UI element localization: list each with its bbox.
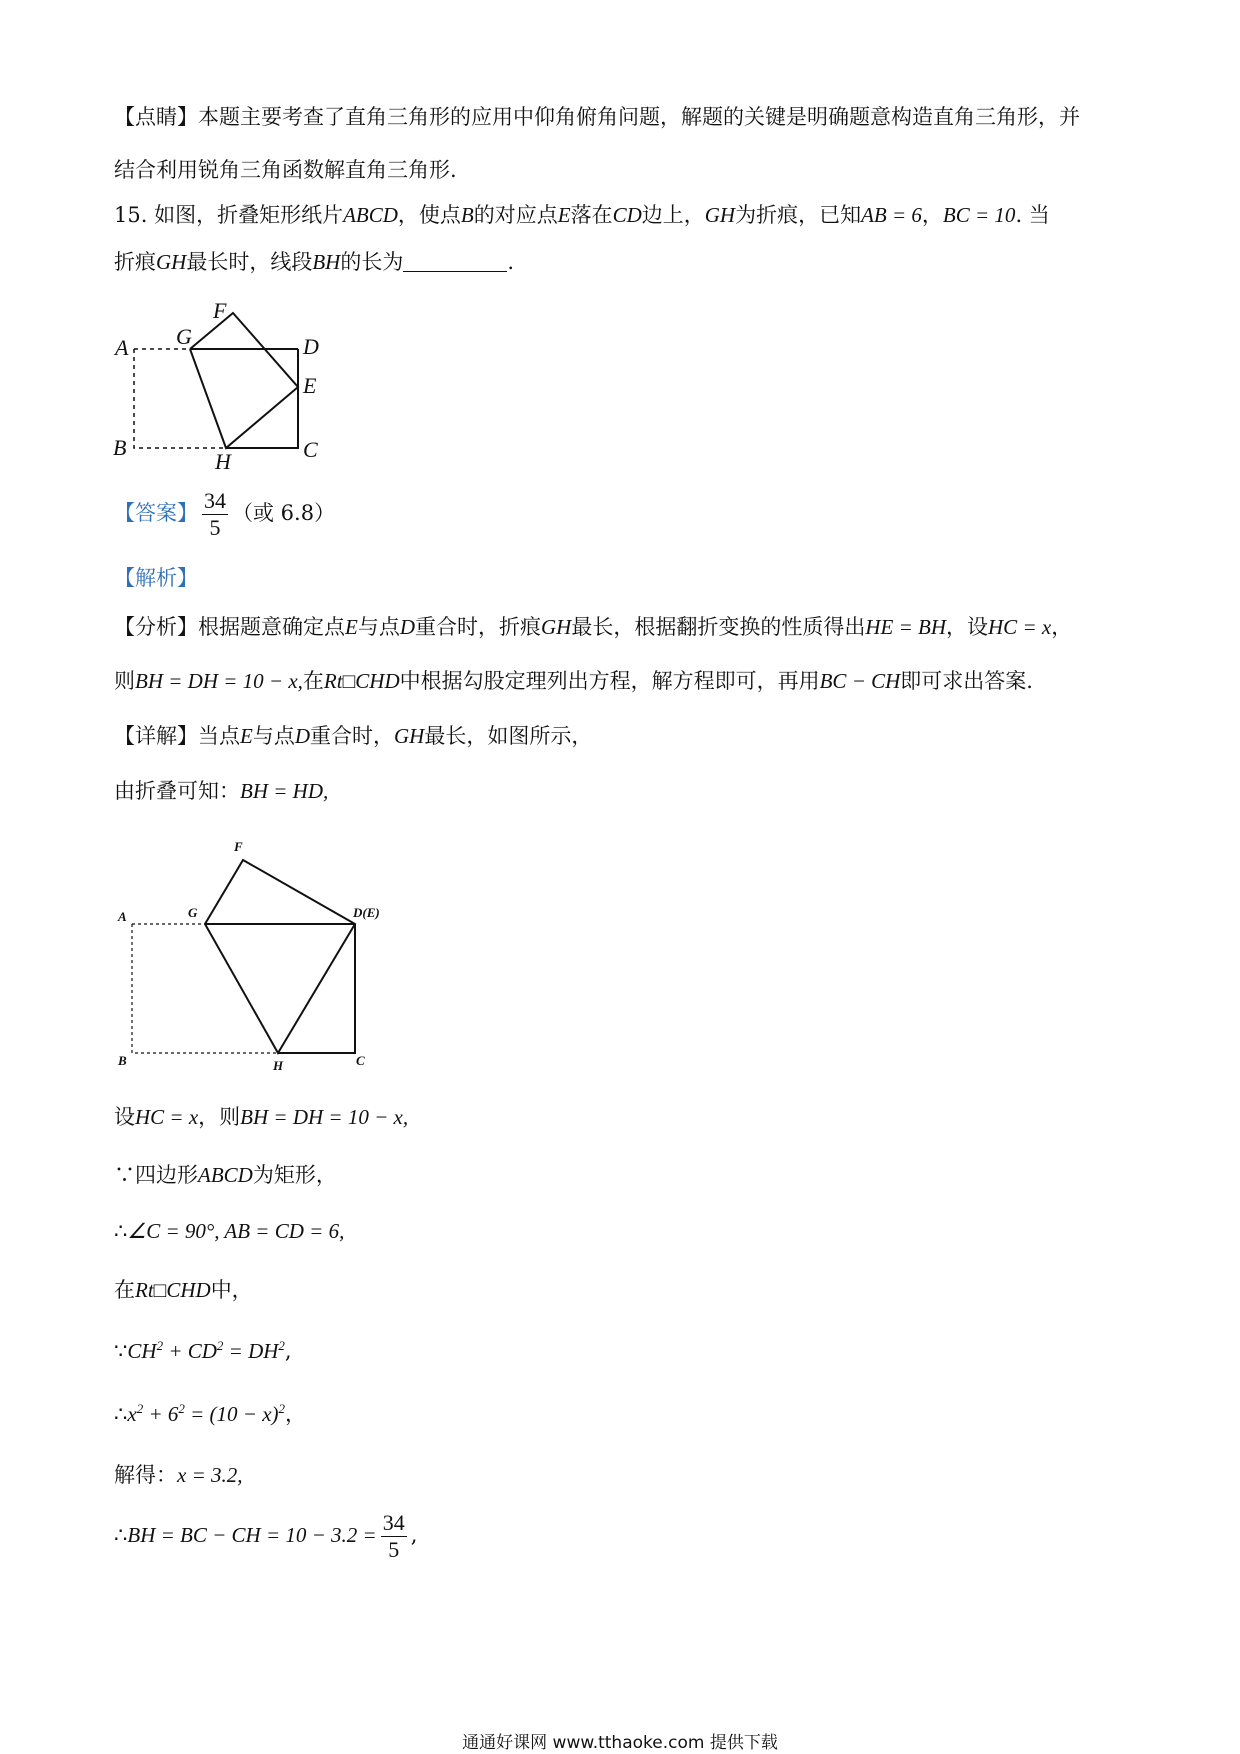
fig2-dotted-edge <box>132 924 278 1053</box>
question-text: . 当 <box>1015 203 1050 227</box>
fenxi-text: 根据题意确定点 <box>198 615 345 639</box>
math-bh-dh: BH = DH = 10 − x, <box>135 669 303 693</box>
fig1-label-b: B <box>113 435 127 460</box>
answer-numerator: 34 <box>204 488 226 513</box>
math-x-value: x = 3.2, <box>177 1463 243 1487</box>
math-rt-chd: Rt□CHD <box>323 669 400 693</box>
fenxi-tag: 【分析】 <box>114 615 198 639</box>
fenxi-text: 最长，根据翻折变换的性质得出 <box>571 615 866 639</box>
step-text: 设 <box>114 1105 135 1129</box>
fig2-label-a: A <box>118 909 127 924</box>
math-term: = (10 − x) <box>190 1402 279 1426</box>
math-sup: 2 <box>278 1401 286 1416</box>
question-text: 落在 <box>570 203 613 227</box>
math-gh: GH <box>541 615 572 639</box>
step-1 <box>114 1102 408 1132</box>
fenxi-text: 在 <box>302 669 324 693</box>
fenxi-text: 中根据勾股定理列出方程，解方程即可，再用 <box>399 669 820 693</box>
result-denominator: 5 <box>388 1537 400 1562</box>
step-text: 中， <box>210 1278 253 1302</box>
fig1-label-g: G <box>176 324 192 349</box>
step-text: ，则 <box>198 1105 241 1129</box>
fig1-label-f: F <box>213 298 227 323</box>
math-b: B <box>460 203 474 227</box>
math-e: E <box>240 724 253 748</box>
result-numerator: 34 <box>382 1510 405 1535</box>
math-rt-chd: Rt□CHD <box>135 1278 211 1302</box>
step-3 <box>114 1216 344 1246</box>
question-text: 最长时，线段 <box>186 250 313 274</box>
xiangjie-text: 与点 <box>252 724 295 748</box>
fenxi-text: ，设 <box>946 615 989 639</box>
step-5 <box>114 1331 292 1366</box>
dianjing-text-2: 结合利用锐角三角函数解直角三角形. <box>114 158 457 182</box>
fig2-label-de: D(E) <box>353 905 380 920</box>
math-hc-x: HC = x <box>135 1105 199 1129</box>
dianjing-text-1: 本题主要考查了直角三角形的应用中仰角俯角问题，解题的关键是明确题意构造直角三角形，并 <box>198 105 1080 129</box>
xiangjie-text: 重合时， <box>310 724 394 748</box>
question-text: 的对应点 <box>473 203 558 227</box>
question-text: 15. 如图，折叠矩形纸片 <box>114 203 344 227</box>
xiangjie-text: 最长，如图所示， <box>424 724 593 748</box>
math-cd: CD <box>612 203 642 227</box>
fig2-folded-part <box>205 860 355 1053</box>
fig1-label-e: E <box>303 373 317 398</box>
step-text: ∵四边形 <box>114 1163 198 1187</box>
fenxi-text: 则 <box>114 669 135 693</box>
math-term: CH <box>127 1339 157 1363</box>
step-text: ∵ <box>114 1339 128 1363</box>
jiexi-tag: 【解析】 <box>114 566 198 590</box>
fenxi-text: 重合时，折痕 <box>415 615 541 639</box>
math-bh-hd: BH = HD, <box>240 779 329 803</box>
fenxi-text: ， <box>1051 615 1073 639</box>
step-8 <box>114 1510 417 1563</box>
question-text: 的长为 <box>340 250 404 274</box>
step-text: ∴ <box>114 1402 128 1426</box>
math-e: E <box>557 203 571 227</box>
xiangjie-text: 由折叠可知： <box>114 779 240 803</box>
page-footer: 通通好课网 www.tthaoke.com 提供下载 <box>462 1733 778 1753</box>
fig1-label-a: A <box>115 335 129 360</box>
math-bh-result: BH = BC − CH = 10 − 3.2 = <box>127 1523 377 1547</box>
math-ab-eq: AB = 6 <box>861 203 922 227</box>
math-term: = DH <box>228 1339 279 1363</box>
math-sup: 2 <box>178 1401 185 1416</box>
math-sup: 2 <box>278 1338 285 1353</box>
step-text: ， <box>285 1402 307 1426</box>
math-e: E <box>345 615 358 639</box>
math-pythagoras <box>127 1339 285 1363</box>
step-text: , <box>284 1339 292 1363</box>
fig2-label-f: F <box>234 839 243 854</box>
math-abcd: ABCD <box>343 203 398 227</box>
math-term: + CD <box>168 1339 217 1363</box>
math-d: D <box>294 724 310 748</box>
math-gh: GH <box>156 250 187 274</box>
math-bh-dh: BH = DH = 10 − x, <box>240 1105 409 1129</box>
question-text: 为折痕，已知 <box>735 203 862 227</box>
math-d: D <box>399 615 415 639</box>
step-6 <box>114 1394 306 1429</box>
fenxi-text: 即可求出答案. <box>900 669 1033 693</box>
answer-alt: （或 6.8） <box>232 501 336 525</box>
math-equation <box>127 1402 285 1426</box>
fig2-label-g: G <box>188 905 198 920</box>
question-text: ， <box>921 203 943 227</box>
step-4 <box>114 1275 253 1305</box>
math-hc-x: HC = x <box>988 615 1052 639</box>
step-text: 解得： <box>114 1463 177 1487</box>
math-sup: 2 <box>216 1338 224 1353</box>
xiangjie-text: 当点 <box>198 724 240 748</box>
math-bc-eq: BC = 10 <box>942 203 1016 227</box>
math-sup: 2 <box>136 1401 144 1416</box>
fig1-label-h: H <box>215 449 231 474</box>
question-text: 边上， <box>641 203 705 227</box>
step-text: ∴ <box>114 1523 128 1547</box>
fig2-label-b: B <box>118 1053 127 1068</box>
fig1-label-d: D <box>303 334 319 359</box>
math-gh: GH <box>704 203 736 227</box>
answer-denominator: 5 <box>209 515 221 540</box>
math-abcd: ABCD <box>198 1163 253 1187</box>
math-angle-c: ∠C = 90°, AB = CD = 6, <box>127 1219 345 1243</box>
step-text: 在 <box>114 1278 135 1302</box>
step-7 <box>114 1460 243 1490</box>
step-text: , <box>410 1523 418 1547</box>
fig2-label-c: C <box>356 1053 365 1068</box>
question-text: . <box>507 250 515 274</box>
dianjing-tag: 【点睛】 <box>114 105 198 129</box>
answer-tag: 【答案】 <box>114 501 198 525</box>
fig2-label-h: H <box>273 1058 284 1073</box>
xiangjie-tag: 【详解】 <box>114 724 198 748</box>
math-sup: 2 <box>156 1338 164 1353</box>
math-bh: BH <box>312 250 341 274</box>
math-term: x <box>127 1402 137 1426</box>
step-text: 为矩形， <box>252 1163 337 1187</box>
math-gh: GH <box>394 724 425 748</box>
math-bc-ch: BC − CH <box>819 669 901 693</box>
fenxi-text: 与点 <box>357 615 400 639</box>
math-he-bh: HE = BH <box>865 615 947 639</box>
math-term: + 6 <box>148 1402 179 1426</box>
question-text: ，使点 <box>397 203 461 227</box>
result-fraction <box>381 1510 407 1563</box>
fig1-label-c: C <box>303 437 318 462</box>
step-text: ∴ <box>114 1219 128 1243</box>
step-2 <box>114 1160 337 1190</box>
question-text: 折痕 <box>114 250 156 274</box>
